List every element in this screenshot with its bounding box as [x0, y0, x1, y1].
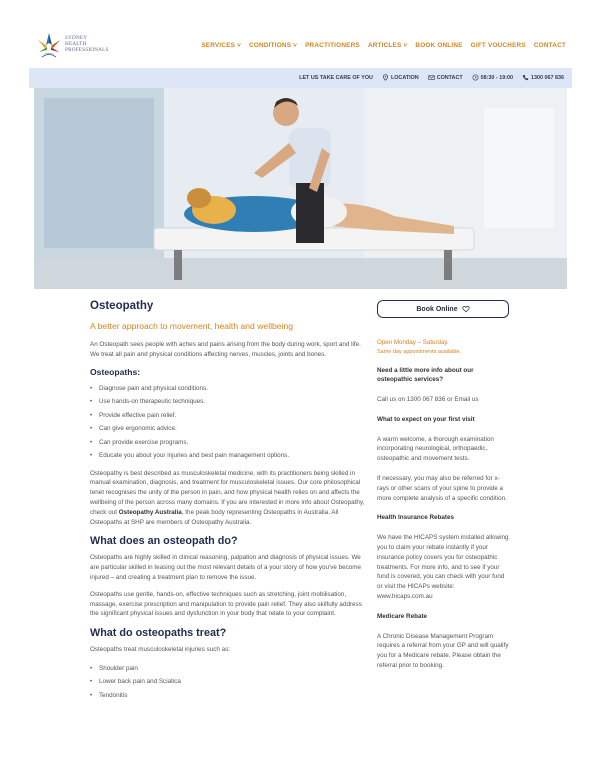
logo-line-1: SYDNEY	[65, 35, 88, 41]
nav-label-services: SERVICES	[201, 42, 236, 49]
what-does-paragraph-1: Osteopaths are highly skilled in clinical reasoning, palpation and diagnosis of physical issues. We are particular skilled in teasing out the most relevant details of a your story of how you've become injured – and creating a treatment plan to remove the issue.	[90, 554, 362, 581]
call-line	[377, 395, 509, 405]
heart-icon	[462, 305, 470, 313]
expect-heading: What to expect on your first visit	[377, 415, 475, 423]
logo-line-2: HEALTH	[65, 41, 87, 47]
expect-paragraph-2: If necessary, you may also be referred for x-rays or other scans of your spine to provide a more complete analysis of a specific condition.	[377, 475, 507, 502]
location-pin-icon	[382, 74, 389, 81]
osteopathy-australia-link[interactable]: Osteopathy Australia	[118, 508, 182, 516]
treat-list	[90, 662, 365, 703]
rebates-paragraph: We have the HICAPS system installed allowing you to claim your rebate instantly if your insurance policy covers you for osteopathic treatments. For more info, and to see if your fund is covered, you can check with your fund or visit the HICAPs website: www.hicaps.com.au	[377, 534, 509, 601]
what-treat-intro: Osteopaths treat musculoskeletal injuries such as:	[90, 646, 230, 654]
contact-link[interactable]	[428, 74, 463, 81]
nav-label-articles: ARTICLES	[367, 42, 402, 49]
sidebar	[377, 300, 509, 681]
nav-item-book-online[interactable]: BOOK ONLINE	[415, 42, 463, 49]
nav-item-practitioners[interactable]: PRACTITIONERS	[305, 42, 360, 49]
list-item: • Provide effective pain relief.	[90, 409, 365, 423]
site-header	[0, 0, 600, 68]
description-text-b: , the peak body representing Osteopaths in Australia. All Osteopaths at SHP are members of Osteopathy Australia.	[90, 508, 339, 526]
hero-image	[34, 88, 567, 289]
main-nav	[201, 42, 566, 49]
list-item: • Tendonitis	[90, 689, 365, 703]
list-item: • Lower back pain and Sciatica	[90, 675, 365, 689]
more-info-heading: Need a little more info about our osteopathic services?	[377, 366, 474, 384]
main-content	[90, 300, 365, 708]
intro-paragraph: An Osteopath sees people with aches and pains arising from the body during work, sport and life. We treat all pain and physical conditions affecting nerves, muscles, joints and bones.	[90, 341, 361, 358]
description-paragraph	[90, 469, 365, 528]
phone-link[interactable]	[522, 74, 564, 81]
logo-mark-icon	[35, 30, 63, 60]
phone-icon	[522, 74, 529, 81]
chevron-down-icon: ˅	[401, 42, 408, 49]
info-bar	[29, 68, 572, 88]
email-us-link[interactable]: Email us	[454, 396, 479, 404]
location-label: LOCATION	[390, 74, 419, 81]
nav-item-gift-vouchers[interactable]: GIFT VOUCHERS	[470, 42, 526, 49]
nav-label-conditions: CONDITIONS	[249, 42, 292, 49]
phone-label: 1300 067 836	[531, 74, 564, 81]
call-phone-link[interactable]: 1300 067 836	[406, 396, 446, 404]
hours	[472, 74, 513, 81]
medicare-paragraph: A Chronic Disease Management Program requires a referral from your GP and will qualify you for a Medicare rebate. Please obtain the referral prior to booking.	[377, 632, 509, 670]
book-online-button[interactable]	[377, 300, 509, 318]
book-online-label: Book Online	[416, 305, 458, 313]
logo-line-3: PROFESSIONALS	[65, 47, 109, 53]
osteopaths-list	[90, 382, 365, 463]
rebates-heading: Health Insurance Rebates	[377, 514, 454, 522]
contact-label: CONTACT	[436, 74, 463, 81]
same-day-note: Same day appointments available.	[377, 348, 462, 355]
list-item: • Shoulder pain	[90, 662, 365, 676]
envelope-icon	[428, 74, 435, 81]
list-item: • Use hands-on therapeutic techniques.	[90, 395, 365, 409]
list-item: • Diagnose pain and physical conditions.	[90, 382, 365, 396]
page-title: Osteopathy	[90, 300, 154, 312]
info-bar-items	[299, 74, 564, 81]
hero-illustration	[34, 88, 567, 289]
nav-item-articles[interactable]	[368, 42, 407, 49]
nav-item-contact[interactable]: CONTACT	[533, 42, 566, 49]
nav-item-services[interactable]	[201, 42, 241, 49]
location-link[interactable]	[382, 74, 419, 81]
list-item: • Educate you about your injuries and best pain management options.	[90, 449, 365, 463]
logo-text	[65, 35, 109, 53]
osteopaths-heading: Osteopaths:	[90, 366, 141, 377]
page-subtitle: A better approach to movement, health and wellbeing	[90, 321, 294, 331]
what-does-heading: What does an osteopath do?	[90, 535, 238, 548]
call-prefix: Call us on	[377, 396, 407, 404]
open-days: Open Monday – Saturday.	[377, 339, 449, 346]
clock-icon	[472, 74, 479, 81]
hours-label: 08:30 - 19:00	[480, 74, 514, 81]
what-does-paragraph-2: Osteopaths use gentle, hands-on, effective techniques such as stretching, joint mobilisation, massage, exercise prescription and manipulation to provide pain relief. They also skilfully address the significant physical issues and dysfunction in your body that relate to your complaint.	[90, 590, 362, 618]
expect-paragraph-1: A warm welcome, a thorough examination incorporating neurological, orthopaedic, osteopathic and movement tests.	[377, 435, 494, 463]
tagline: LET US TAKE CARE OF YOU	[299, 74, 373, 81]
what-treat-heading: What do osteopaths treat?	[90, 627, 227, 640]
logo[interactable]	[35, 30, 115, 62]
chevron-down-icon: ˅	[235, 42, 242, 49]
medicare-heading: Medicare Rebate	[377, 612, 428, 620]
call-or: or	[445, 396, 455, 404]
nav-item-conditions[interactable]	[249, 42, 297, 49]
chevron-down-icon: ˅	[291, 42, 298, 49]
list-item: • Can give ergonomic advice.	[90, 422, 365, 436]
list-item: • Can provide exercise programs.	[90, 436, 365, 450]
description-text-a: Osteopathy is best described as musculoskeletal medicine, with its practitioners being skilled in manual examination, diagnosis, and treatment for musculoskeletal issues. Our core philosophical tenet recognises the unity of the person in pain, and how physical health relies on and affects the wellbeing of the person across many domains. If you are interested in more info about Osteopathy, check out	[90, 469, 365, 516]
